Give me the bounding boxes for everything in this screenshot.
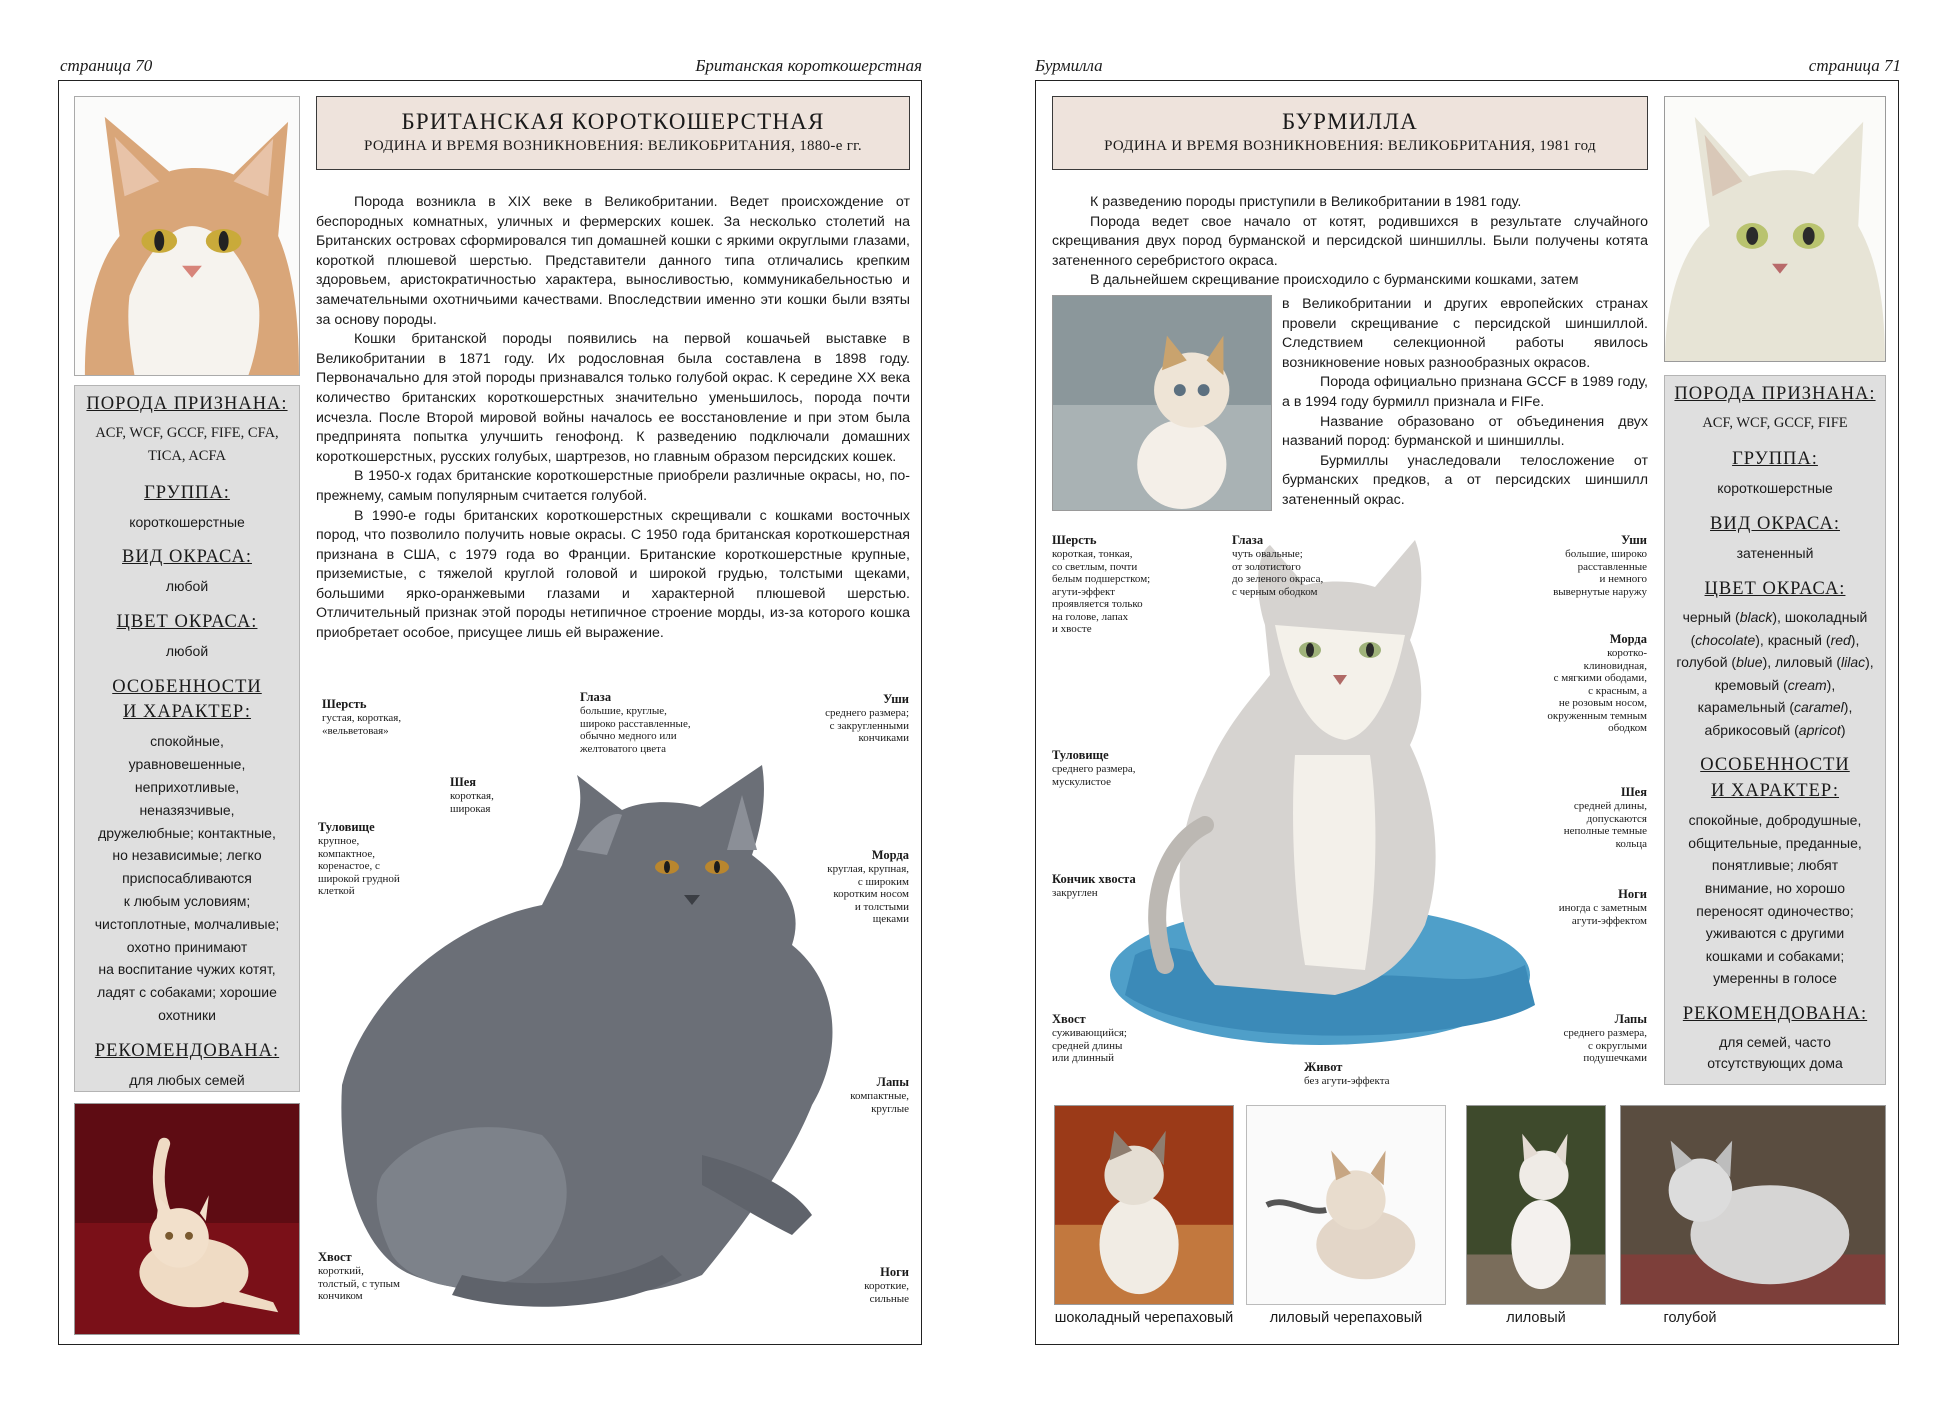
belly-label-title: Живот (1304, 1060, 1343, 1074)
recognized-value-line1: ACF, WCF, GCCF, FIFE, CFA, (95, 424, 279, 441)
tail-label-line: средней длины (1052, 1039, 1123, 1052)
fur-label-line: проявляется только (1052, 598, 1143, 610)
ears-label-line: большие, широко (1565, 548, 1647, 560)
british-shorthair-main-photo (322, 755, 842, 1315)
paws-label-line: с округлыми (1587, 1039, 1647, 1052)
tail-label-line: кончиком (318, 1290, 363, 1302)
character-text (75, 730, 299, 1026)
ears-label-line: среднего размера; (825, 707, 909, 719)
muzzle-label-line: коротким носом (833, 888, 909, 900)
fur-label-line: и хвосте (1052, 623, 1092, 635)
color-separator: ), (1850, 631, 1860, 648)
fur-label-title: Шерсть (1052, 533, 1097, 547)
fur-label (1052, 533, 1150, 636)
neck-label-line: средней длины, (1573, 800, 1647, 812)
color-separator: ) (1840, 721, 1846, 738)
character-line: кошками и собаками; (1705, 947, 1845, 964)
eyes-label-line: до зеленого окраса, (1232, 573, 1324, 585)
color-type-heading: ВИД ОКРАСА: (1710, 513, 1840, 534)
recommended-line: для семей, часто (1719, 1033, 1831, 1050)
character-line: неприхотливые, (134, 778, 240, 795)
legs-label (1559, 887, 1647, 927)
body-label-line: среднего размера, (1052, 763, 1136, 775)
color-name-english: caramel (1794, 699, 1844, 716)
ears-label-line: расставленные (1577, 560, 1647, 573)
neck-label-title: Шея (450, 775, 477, 789)
character-heading-line2: И ХАРАКТЕР: (122, 702, 252, 723)
body-label (1052, 748, 1136, 788)
eyes-label-title: Глаза (1232, 533, 1264, 547)
breed-origin: РОДИНА И ВРЕМЯ ВОЗНИКНОВЕНИЯ: ВЕЛИКОБРИТАНИЯ, 1880-е гг. (364, 138, 862, 155)
color-name: красный ( (1767, 631, 1831, 648)
body-label-line: компактное, (318, 847, 375, 860)
ears-label-line: с закругленными (829, 719, 909, 732)
chocolate-tortie-photo (1054, 1105, 1234, 1305)
tail-tip-label-title: Кончик хвоста (1052, 872, 1136, 886)
color-name: карамельный ( (1697, 699, 1794, 716)
neck-label-line: кольца (1615, 837, 1647, 850)
character-line: уравновешенные, (128, 756, 246, 773)
legs-label-line: агути-эффектом (1571, 914, 1647, 927)
character-line: спокойные, (150, 733, 224, 750)
color-name-english: lilac (1841, 654, 1866, 671)
eyes-label-line: от золотистого (1232, 560, 1301, 573)
character-heading (1665, 753, 1885, 805)
body-label (318, 820, 400, 898)
muzzle-label-title: Морда (871, 848, 909, 862)
eyes-label (580, 690, 691, 755)
muzzle-label (1547, 632, 1647, 735)
character-line: ладят с собаками; хорошие (97, 984, 277, 1001)
character-line: понятливые; любят (1711, 857, 1839, 874)
blue-photo (1620, 1105, 1886, 1305)
color-list (1665, 606, 1885, 741)
body-label-line: мускулистое (1052, 775, 1111, 788)
left-article-text (316, 193, 910, 644)
body-label-line: коренастое, с (318, 860, 380, 872)
caption-lilac-tortie: лиловый черепаховый (1269, 1310, 1423, 1326)
eyes-label-line: чуть овальные; (1232, 548, 1303, 560)
breed-origin: РОДИНА И ВРЕМЯ ВОЗНИКНОВЕНИЯ: ВЕЛИКОБРИТАНИЯ, 1981 год (1104, 138, 1596, 155)
muzzle-label (827, 848, 909, 926)
color-name-english: apricot (1798, 721, 1841, 738)
character-heading-line2: И ХАРАКТЕР: (1710, 781, 1840, 802)
caption-blue: голубой (1663, 1310, 1717, 1326)
eyes-label (1232, 533, 1323, 598)
character-line: переносят одиночество; (1696, 902, 1854, 919)
character-line: спокойные, добродушные, (1688, 812, 1862, 829)
muzzle-label-line: ободком (1608, 722, 1647, 734)
neck-label-line: неполные темные (1563, 825, 1647, 837)
tail-tip-label-line: закруглен (1052, 887, 1098, 899)
character-heading-line1: ОСОБЕННОСТИ (1700, 755, 1850, 776)
recommended-heading: РЕКОМЕНДОВАНА: (1682, 1003, 1868, 1024)
neck-label-line: широкая (450, 802, 491, 815)
article-paragraph: Порода возникла в XIX веке в Великобритании. Ведет происхождение от беспородных комнатных, уличных и фермерских кошек. За несколько столетий на Британских островах сформировался тип домашней кошки с яркими округлыми глазами, короткой плюшевой шерстью. Представители данного типа отличались крепким здоровьем, аристократичностью характера, выносливостью, коммуникабельностью и замечательными охотничьими качествами. Впоследствии именно эти кошки были взяты за основу породы. (316, 194, 910, 328)
left-breed-info-sidebar (74, 385, 300, 1092)
recommended-line: отсутствующих дома (1707, 1054, 1843, 1071)
group-value: короткошерстные (129, 513, 245, 530)
article-paragraph: Бурмиллы унаследовали телосложение от бурманских предков, а от персидских шиншилл затененный окрас. (1282, 452, 1648, 508)
eyes-label-line: широко расставленные, (580, 717, 691, 730)
character-line: приспосабливаются (122, 870, 252, 887)
ears-label-title: Уши (883, 692, 909, 706)
color-separator: ), (1843, 699, 1853, 716)
tail-label (1052, 1012, 1127, 1065)
recommended-heading: РЕКОМЕНДОВАНА: (94, 1040, 280, 1061)
article-paragraph: В дальнейшем скрещивание происходило с бурманскими кошками, затем (1090, 272, 1579, 289)
character-line: уживаются с другими (1705, 925, 1845, 942)
recognized-heading: ПОРОДА ПРИЗНАНА: (86, 394, 288, 414)
neck-label (450, 775, 494, 815)
body-label-line: крупное, (318, 835, 360, 847)
fur-label-line: «вельветовая» (322, 724, 389, 737)
paws-label-title: Лапы (876, 1075, 909, 1089)
color-name: голубой ( (1676, 654, 1737, 671)
character-line: чистоплотные, молчаливые; (94, 915, 280, 932)
character-line: умеренны в голосе (1713, 970, 1837, 987)
paws-label-line: компактные, (850, 1090, 909, 1102)
legs-label-line: сильные (869, 1292, 909, 1305)
right-page-number: страница 71 (1808, 56, 1901, 75)
lilac-tortie-photo (1246, 1105, 1446, 1305)
recognized-heading: ПОРОДА ПРИЗНАНА: (1674, 384, 1876, 404)
color-heading: ЦВЕТ ОКРАСА: (116, 611, 258, 632)
tail-label-title: Хвост (1052, 1012, 1086, 1026)
article-paragraph: В 1950-х годах британские короткошерстные приобрели различные окрасы, но, по-прежнему, самым популярным считается голубой. (316, 468, 910, 504)
recognized-value: ACF, WCF, GCCF, FIFE (1702, 414, 1848, 431)
legs-label-line: короткие, (864, 1280, 909, 1292)
belly-label-line: без агути-эффекта (1304, 1075, 1390, 1087)
muzzle-label-line: с красным, а (1588, 684, 1647, 697)
fur-label-line: короткая, тонкая, (1052, 548, 1133, 560)
right-article-intro (1052, 193, 1648, 291)
character-line: на воспитание чужих котят, (98, 961, 276, 978)
fur-label-line: агути-эффект (1052, 585, 1115, 598)
article-paragraph: Порода ведет свое начало от котят, родившихся в результате случайного скрещивания двух пород бурманской и персидской шиншиллы. Были получены котята затененного серебристого окраса. (1052, 213, 1648, 269)
ears-label-title: Уши (1621, 533, 1647, 547)
color-separator: ), (1762, 654, 1776, 671)
muzzle-label-line: круглая, крупная, (827, 863, 909, 875)
character-text (1665, 809, 1885, 990)
fur-label-line: белым подшерстком; (1052, 573, 1151, 585)
legs-label-title: Ноги (1618, 887, 1647, 901)
paws-label-line: круглые (871, 1102, 909, 1115)
character-line: общительные, преданные, (1688, 834, 1862, 851)
fur-label-title: Шерсть (322, 697, 367, 711)
lilac-photo (1466, 1105, 1606, 1305)
article-paragraph: Название образовано от объединения двух названий пород: бурманской и шиншиллы. (1282, 413, 1648, 450)
group-heading: ГРУППА: (144, 482, 230, 503)
color-type-heading: ВИД ОКРАСА: (122, 547, 252, 568)
body-label-line: клеткой (318, 885, 355, 897)
tail-label-line: суживающийся; (1052, 1027, 1127, 1039)
recognized-value-line2: TICA, ACFA (148, 448, 226, 465)
fur-label (322, 697, 401, 737)
burmilla-kitten-photo (1052, 295, 1272, 511)
british-cat-portrait-photo (74, 96, 300, 376)
eyes-label-line: с черным ободком (1232, 585, 1318, 598)
neck-label (1564, 785, 1647, 850)
legs-label-line: иногда с заметным (1558, 902, 1647, 914)
neck-label-line: допускаются (1586, 812, 1647, 825)
tail-label-line: короткий, (318, 1265, 364, 1277)
body-label-title: Туловище (1052, 748, 1109, 762)
neck-label-title: Шея (1620, 785, 1647, 799)
breed-title: БРИТАНСКАЯ КОРОТКОШЕРСТНАЯ (401, 109, 825, 134)
ears-label (1553, 533, 1647, 598)
color-name-english: black (1739, 609, 1773, 626)
burmilla-portrait-photo (1664, 96, 1886, 362)
color-name-english: blue (1736, 654, 1763, 671)
color-name-english: cream (1787, 676, 1827, 693)
character-line: охотники (158, 1006, 216, 1023)
color-name: шоколадный ( (1690, 609, 1868, 648)
muzzle-label-line: клиновидная, (1583, 659, 1647, 672)
tail-tip-label (1052, 872, 1136, 900)
character-line: внимание, но хорошо (1704, 879, 1846, 896)
tail-label-title: Хвост (318, 1250, 352, 1264)
muzzle-label-line: с широким (857, 875, 909, 888)
muzzle-label-title: Морда (1609, 632, 1647, 646)
article-paragraph: Кошки британской породы появились на первой кошачьей выставке в Великобритании в 1871 году. Их родословная была составлена в 1898 году. Первоначально для этой породы признавался только голубой окрас. К середине XX века количество британских короткошерстных значительно уменьшилось, порода почти исчезла. После Второй мировой войны началось ее восстановление и при этом была предпринята попытка улучшить генофонд. К разведению подключали домашних короткошерстных, русских голубых, шартрезов, но главным образом персидских кошек. (316, 331, 910, 465)
tail-label (318, 1250, 400, 1303)
color-name: черный ( (1682, 609, 1740, 626)
color-separator: ), (1772, 609, 1785, 626)
muzzle-label-line: щеками (872, 913, 909, 925)
color-heading: ЦВЕТ ОКРАСА: (1704, 578, 1846, 599)
muzzle-label-line: с мягкими ободами, (1553, 672, 1647, 684)
ears-label-line: кончиками (858, 732, 909, 744)
fur-label-line: густая, короткая, (322, 712, 402, 724)
color-name-english: chocolate (1695, 631, 1756, 648)
right-title-box (1052, 96, 1648, 170)
burmilla-main-photo (1105, 525, 1555, 1055)
article-paragraph: К разведению породы приступили в Великобритании в 1981 году. (1090, 194, 1522, 210)
article-paragraph: в Великобритании и других европейских странах провели скрещивание с персидской шиншиллой. Следствием селекционной работы явилось возникновение новых разнообразных окрасов. (1282, 296, 1648, 371)
paws-label-title: Лапы (1614, 1012, 1647, 1026)
caption-lilac: лиловый (1506, 1310, 1566, 1326)
color-type-value: любой (165, 578, 209, 595)
left-title-box (316, 96, 910, 170)
color-value: любой (165, 642, 209, 659)
eyes-label-title: Глаза (580, 690, 612, 704)
character-line: дружелюбные; контактные, (98, 824, 276, 841)
muzzle-label-line: окруженным темным (1547, 709, 1647, 722)
recommended-value (1665, 1032, 1885, 1074)
belly-label (1304, 1060, 1390, 1088)
eyes-label-line: обычно медного или (580, 730, 677, 742)
article-paragraph: В 1990-е годы британских короткошерстных скрещивали с кошками восточных пород, что позволило получить новые окрасы. С 1950 года британская короткошерстная признана в США, с 1979 года во Франции. Британские короткошерстные крупные, приземистые, с тяжелой круглой головой и широкой грудью, толстыми щеками, большими ярко-оранжевыми глазами и характерной плюшевой шерстью. Отличительный признак этой породы нетипичное строение морды, из-за которого кошка приобретает особое, присущее лишь ей выражение. (316, 507, 910, 642)
left-running-title: Британская короткошерстная (695, 56, 922, 75)
right-article-side-text (1282, 295, 1648, 511)
british-kitten-photo (74, 1103, 300, 1335)
right-running-title: Бурмилла (1035, 56, 1103, 75)
character-heading-line1: ОСОБЕННОСТИ (112, 676, 262, 697)
paws-label (1563, 1012, 1647, 1065)
muzzle-label-line: коротко- (1607, 647, 1647, 659)
right-breed-info-sidebar (1664, 375, 1886, 1085)
legs-label (864, 1265, 909, 1305)
tail-label-line: или длинный (1052, 1052, 1115, 1064)
ears-label-line: и немного (1599, 573, 1647, 585)
character-line: но независимые; легко (112, 847, 262, 864)
ears-label-line: вывернутые наружу (1553, 585, 1647, 598)
group-heading: ГРУППА: (1732, 449, 1818, 470)
tail-label-line: толстый, с тупым (318, 1277, 401, 1290)
group-value: короткошерстные (1717, 480, 1833, 497)
fur-label-line: со светлым, почти (1052, 560, 1138, 573)
ears-label (825, 692, 909, 745)
color-name-english: red (1830, 631, 1851, 648)
character-line: к любым условиям; (123, 892, 251, 909)
color-separator: ), (1826, 676, 1836, 693)
eyes-label-line: большие, круглые, (580, 705, 667, 717)
color-name: лиловый ( (1775, 654, 1841, 671)
body-label-line: широкой грудной (318, 872, 400, 885)
color-type-value: затененный (1736, 544, 1814, 561)
neck-label-line: короткая, (450, 790, 494, 802)
muzzle-label-line: не розовым носом, (1558, 697, 1647, 709)
legs-label-title: Ноги (880, 1265, 909, 1279)
color-name: абрикосовый ( (1704, 721, 1799, 738)
paws-label-line: подушечками (1583, 1052, 1647, 1064)
paws-label-line: среднего размера, (1563, 1027, 1647, 1039)
left-page-number: страница 70 (60, 56, 153, 75)
paws-label (850, 1075, 909, 1115)
character-heading (75, 675, 299, 727)
breed-title: БУРМИЛЛА (1282, 109, 1418, 134)
color-name: кремовый ( (1714, 676, 1788, 693)
article-paragraph: Порода официально признана GCCF в 1989 году, а в 1994 году бурмилл признала и FIFe. (1282, 374, 1648, 410)
muzzle-label-line: и толстыми (854, 900, 909, 913)
fur-label-line: на голове, лапах (1052, 610, 1129, 623)
body-label-title: Туловище (318, 820, 375, 834)
character-line: охотно принимают (126, 938, 248, 955)
character-line: неназязчивые, (139, 801, 235, 818)
recommended-value: для любых семей (129, 1071, 245, 1088)
caption-chocolate-tortie: шоколадный черепаховый (1054, 1310, 1234, 1326)
color-separator: ), (1865, 654, 1874, 671)
eyes-label-line: желтоватого цвета (580, 742, 667, 755)
color-separator: ), (1755, 631, 1768, 648)
